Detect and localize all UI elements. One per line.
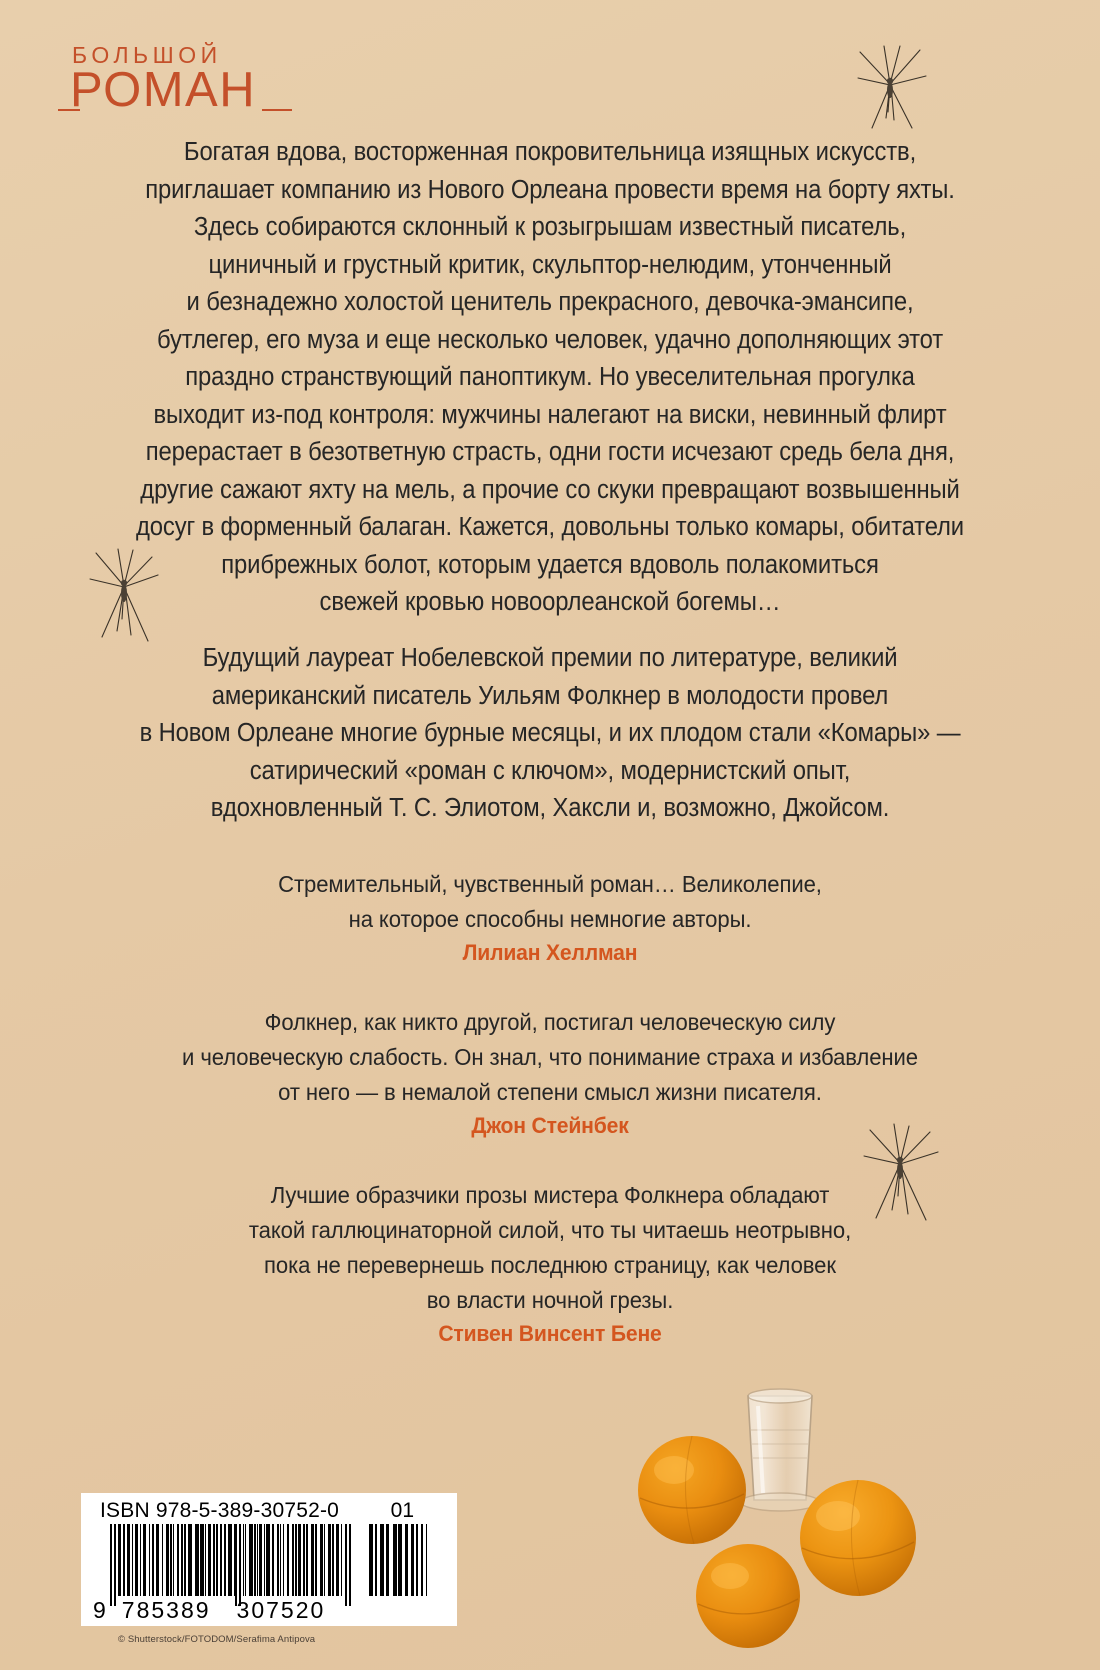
quote-line: от него — в немалой степени смысл жизни писателя.: [278, 1079, 822, 1105]
quote-line: Фолкнер, как никто другой, постигал человеческую силу: [264, 1009, 836, 1035]
synopsis-line: Здесь собираются склонный к розыгрышам известный писатель,: [193, 213, 907, 241]
barcode-digit-lead: 9: [93, 1597, 108, 1623]
barcode-digit-group-2: 307520: [236, 1597, 326, 1623]
glass-illustration: [741, 1389, 819, 1511]
barcode-top-row: [100, 1499, 440, 1523]
orange-fruit: [638, 1436, 746, 1544]
synopsis-text: [101, 134, 999, 622]
quote-line: такой галлюцинаторной силой, что ты читаешь неотрывно,: [248, 1217, 852, 1243]
synopsis-line: выходит из-под контроля: мужчины налегают на виски, невинный флирт: [153, 400, 947, 429]
isbn-label: ISBN 978-5-389-30752-0: [100, 1499, 340, 1522]
synopsis-line: досуг в форменный балаган. Кажется, довольны только комары, обитатели: [136, 513, 964, 541]
logo-rule-right: [262, 109, 292, 111]
synopsis-line: Богатая вдова, восторженная покровительница изящных искусств,: [183, 138, 917, 166]
barcode-digit-group-1: 785389: [121, 1597, 211, 1623]
review-quote: [99, 867, 1001, 968]
about-line: Будущий лауреат Нобелевской премии по литературе, великий: [202, 644, 898, 672]
quote-line: на которое способны немногие авторы.: [348, 906, 752, 932]
synopsis-line: перерастает в безответную страсть, одни гости исчезают средь бела дня,: [145, 438, 955, 466]
series-logo-big-word: РОМАН: [70, 63, 257, 117]
photo-credit: © Shutterstock/FOTODOM/Serafima Antipova: [118, 1634, 316, 1645]
series-logo-small-word: БОЛЬШОЙ: [72, 42, 222, 68]
barcode-supplement-number: 01: [390, 1499, 414, 1522]
about-line: американский писатель Уильям Фолкнер в молодости провел: [211, 681, 889, 710]
review-quote: [99, 1178, 1001, 1349]
quote-line: Лучшие образчики прозы мистера Фолкнера обладают: [270, 1182, 830, 1208]
series-logo: [58, 34, 388, 120]
oranges-and-glass-illustration: [630, 1378, 960, 1658]
quote-line: и человеческую слабость. Он знал, что понимание страха и избавление: [182, 1044, 918, 1070]
synopsis-line: свежей кровью новоорлеанской богемы…: [319, 588, 781, 616]
quote-attribution: Джон Стейнбек: [471, 1113, 629, 1138]
barcode-bars-main: [110, 1524, 351, 1606]
synopsis-line: и безнадежно холостой ценитель прекрасного, девочка-эмансипе,: [186, 288, 914, 316]
synopsis-line: другие сажают яхту на мель, а прочие со скуки превращают возвышенный: [140, 475, 960, 504]
synopsis-line: бутлегер, его муза и еще несколько человек, удачно дополняющих этот: [156, 325, 944, 354]
synopsis-line: праздно странствующий паноптикум. Но увеселительная прогулка: [185, 363, 915, 391]
synopsis-line: циничный и грустный критик, скульптор-нелюдим, утонченный: [208, 250, 892, 279]
quote-attribution: Стивен Винсент Бене: [438, 1321, 662, 1346]
orange-fruit: [800, 1480, 916, 1596]
synopsis-line: прибрежных болот, которым удается вдоволь полакомиться: [221, 550, 879, 579]
mosquito-icon: [850, 40, 940, 135]
quote-line: во власти ночной грезы.: [426, 1287, 674, 1313]
about-text: [101, 640, 999, 828]
quote-attribution: Лилиан Хеллман: [462, 940, 638, 965]
about-line: сатирический «роман с ключом», модернистский опыт,: [249, 756, 851, 785]
barcode-bars-supplement: [369, 1524, 429, 1596]
orange-fruit: [696, 1544, 800, 1648]
synopsis-line: приглашает компанию из Нового Орлеана провести время на борту яхты.: [145, 175, 955, 204]
quote-line: Стремительный, чувственный роман… Великолепие,: [278, 871, 822, 897]
mosquito-icon: [84, 545, 170, 650]
isbn-barcode: [81, 1493, 457, 1626]
barcode-digits: [93, 1597, 373, 1624]
about-line: вдохновленный Т. С. Элиотом, Хаксли и, возможно, Джойсом.: [210, 794, 890, 822]
about-line: в Новом Орлеане многие бурные месяцы, и их плодом стали «Комары» —: [139, 719, 961, 747]
quote-line: пока не перевернешь последнюю страницу, как человек: [264, 1252, 836, 1278]
